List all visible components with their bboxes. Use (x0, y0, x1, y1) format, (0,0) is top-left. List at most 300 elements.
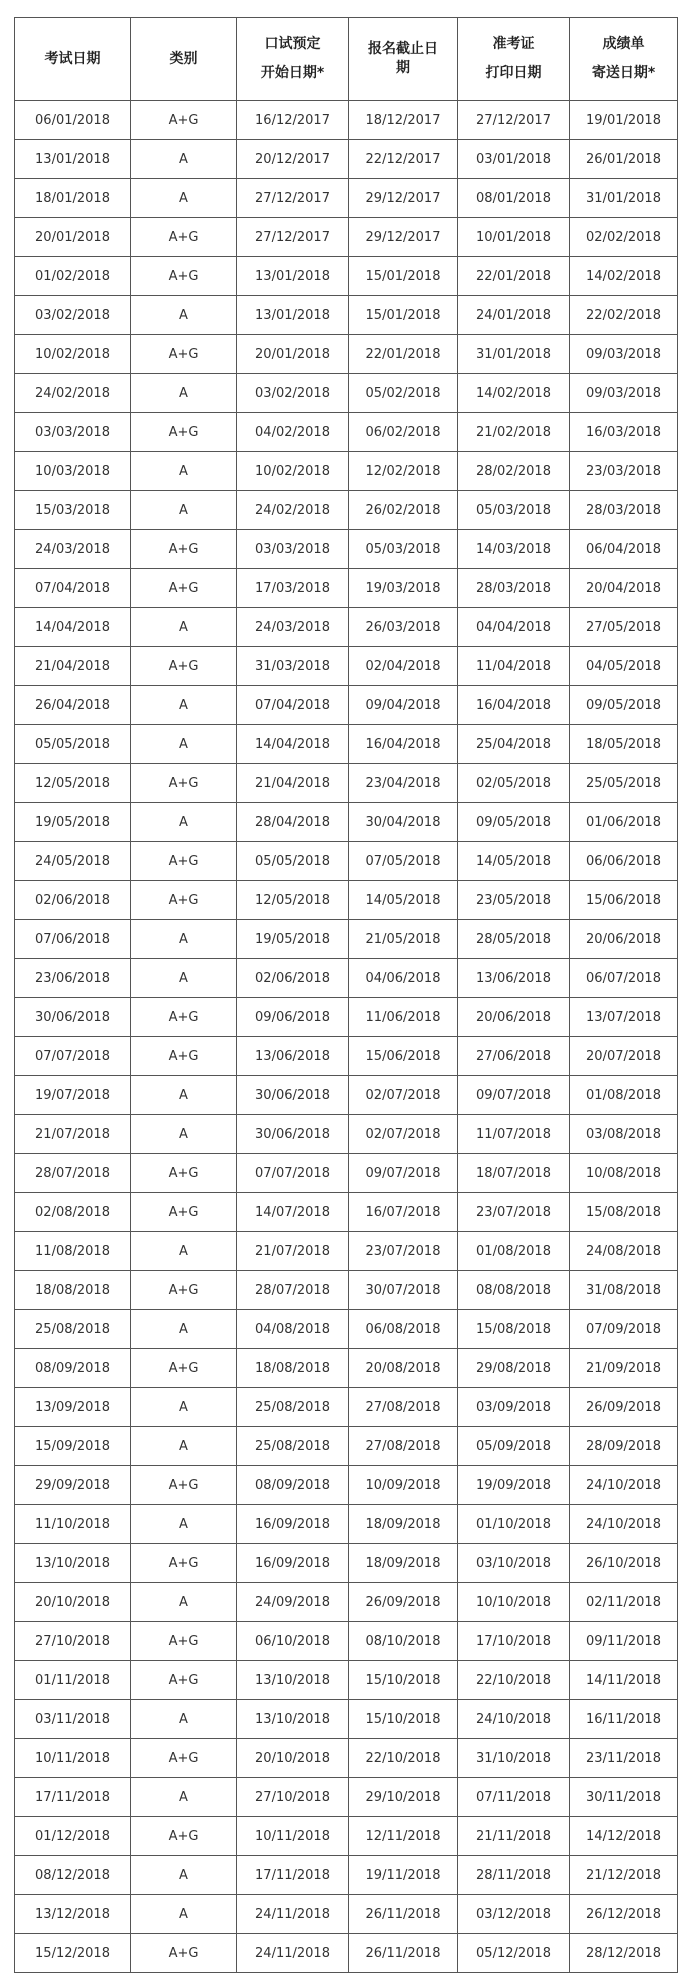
cell-admission-ticket-print-date: 14/03/2018 (458, 530, 570, 569)
cell-exam-date: 07/07/2018 (15, 1037, 131, 1076)
cell-admission-ticket-print-date: 22/10/2018 (458, 1661, 570, 1700)
cell-exam-date: 24/03/2018 (15, 530, 131, 569)
header-score-report-mail-date (570, 18, 678, 101)
table-row (15, 1076, 678, 1115)
cell-score-report-mail-date: 14/11/2018 (570, 1661, 678, 1700)
cell-category: A (131, 1427, 237, 1466)
header-text: 准考证 (492, 36, 535, 52)
cell-admission-ticket-print-date: 28/11/2018 (458, 1856, 570, 1895)
cell-speaking-start-date: 17/11/2018 (237, 1856, 349, 1895)
cell-registration-deadline: 08/10/2018 (349, 1622, 458, 1661)
cell-score-report-mail-date: 27/05/2018 (570, 608, 678, 647)
table-row (15, 1934, 678, 1973)
cell-registration-deadline: 30/07/2018 (349, 1271, 458, 1310)
cell-exam-date: 10/02/2018 (15, 335, 131, 374)
cell-admission-ticket-print-date: 08/01/2018 (458, 179, 570, 218)
cell-speaking-start-date: 27/12/2017 (237, 218, 349, 257)
cell-score-report-mail-date: 25/05/2018 (570, 764, 678, 803)
cell-exam-date: 08/12/2018 (15, 1856, 131, 1895)
cell-exam-date: 17/11/2018 (15, 1778, 131, 1817)
cell-category: A+G (131, 1739, 237, 1778)
cell-score-report-mail-date: 03/08/2018 (570, 1115, 678, 1154)
table-row (15, 920, 678, 959)
table-row (15, 1778, 678, 1817)
table-header (15, 18, 678, 101)
cell-speaking-start-date: 24/11/2018 (237, 1934, 349, 1973)
table-row (15, 1895, 678, 1934)
cell-exam-date: 18/08/2018 (15, 1271, 131, 1310)
cell-exam-date: 07/04/2018 (15, 569, 131, 608)
cell-admission-ticket-print-date: 13/06/2018 (458, 959, 570, 998)
cell-score-report-mail-date: 26/10/2018 (570, 1544, 678, 1583)
cell-exam-date: 24/02/2018 (15, 374, 131, 413)
cell-admission-ticket-print-date: 24/01/2018 (458, 296, 570, 335)
cell-exam-date: 13/09/2018 (15, 1388, 131, 1427)
cell-exam-date: 13/01/2018 (15, 140, 131, 179)
cell-speaking-start-date: 20/12/2017 (237, 140, 349, 179)
header-text: 考试日期 (44, 50, 101, 67)
cell-registration-deadline: 18/12/2017 (349, 101, 458, 140)
cell-score-report-mail-date: 30/11/2018 (570, 1778, 678, 1817)
exam-schedule-table (14, 17, 678, 1973)
cell-exam-date: 10/11/2018 (15, 1739, 131, 1778)
header-exam-date (15, 18, 131, 101)
cell-category: A (131, 1895, 237, 1934)
cell-score-report-mail-date: 07/09/2018 (570, 1310, 678, 1349)
cell-registration-deadline: 07/05/2018 (349, 842, 458, 881)
cell-category: A (131, 140, 237, 179)
cell-admission-ticket-print-date: 22/01/2018 (458, 257, 570, 296)
cell-speaking-start-date: 14/04/2018 (237, 725, 349, 764)
cell-admission-ticket-print-date: 03/10/2018 (458, 1544, 570, 1583)
cell-score-report-mail-date: 02/11/2018 (570, 1583, 678, 1622)
cell-category: A+G (131, 413, 237, 452)
cell-exam-date: 28/07/2018 (15, 1154, 131, 1193)
cell-admission-ticket-print-date: 28/02/2018 (458, 452, 570, 491)
cell-score-report-mail-date: 28/12/2018 (570, 1934, 678, 1973)
cell-speaking-start-date: 05/05/2018 (237, 842, 349, 881)
table-row (15, 725, 678, 764)
cell-score-report-mail-date: 26/09/2018 (570, 1388, 678, 1427)
header-text: 口试预定 (264, 36, 321, 52)
cell-exam-date: 18/01/2018 (15, 179, 131, 218)
cell-speaking-start-date: 21/04/2018 (237, 764, 349, 803)
cell-category: A+G (131, 1271, 237, 1310)
cell-score-report-mail-date: 21/09/2018 (570, 1349, 678, 1388)
cell-speaking-start-date: 02/06/2018 (237, 959, 349, 998)
cell-speaking-start-date: 30/06/2018 (237, 1076, 349, 1115)
cell-registration-deadline: 29/12/2017 (349, 179, 458, 218)
cell-exam-date: 29/09/2018 (15, 1466, 131, 1505)
cell-speaking-start-date: 24/11/2018 (237, 1895, 349, 1934)
cell-score-report-mail-date: 15/06/2018 (570, 881, 678, 920)
cell-registration-deadline: 26/09/2018 (349, 1583, 458, 1622)
cell-registration-deadline: 02/07/2018 (349, 1115, 458, 1154)
cell-registration-deadline: 05/02/2018 (349, 374, 458, 413)
cell-category: A+G (131, 842, 237, 881)
cell-score-report-mail-date: 22/02/2018 (570, 296, 678, 335)
cell-registration-deadline: 06/08/2018 (349, 1310, 458, 1349)
table-row (15, 179, 678, 218)
cell-exam-date: 01/12/2018 (15, 1817, 131, 1856)
cell-score-report-mail-date: 20/04/2018 (570, 569, 678, 608)
cell-score-report-mail-date: 21/12/2018 (570, 1856, 678, 1895)
cell-category: A (131, 920, 237, 959)
table-row (15, 1700, 678, 1739)
cell-category: A+G (131, 1037, 237, 1076)
cell-category: A+G (131, 218, 237, 257)
cell-speaking-start-date: 16/09/2018 (237, 1544, 349, 1583)
cell-admission-ticket-print-date: 19/09/2018 (458, 1466, 570, 1505)
cell-exam-date: 11/10/2018 (15, 1505, 131, 1544)
cell-speaking-start-date: 06/10/2018 (237, 1622, 349, 1661)
cell-admission-ticket-print-date: 11/04/2018 (458, 647, 570, 686)
cell-speaking-start-date: 08/09/2018 (237, 1466, 349, 1505)
cell-admission-ticket-print-date: 18/07/2018 (458, 1154, 570, 1193)
cell-category: A (131, 452, 237, 491)
header-text: 寄送日期* (591, 65, 656, 81)
cell-registration-deadline: 04/06/2018 (349, 959, 458, 998)
table-row (15, 140, 678, 179)
cell-score-report-mail-date: 31/01/2018 (570, 179, 678, 218)
header-text: 报名截止日 (368, 41, 438, 57)
table-row (15, 1232, 678, 1271)
cell-category: A+G (131, 1349, 237, 1388)
header-text: 期 (396, 60, 410, 76)
cell-admission-ticket-print-date: 03/12/2018 (458, 1895, 570, 1934)
cell-admission-ticket-print-date: 27/06/2018 (458, 1037, 570, 1076)
cell-exam-date: 05/05/2018 (15, 725, 131, 764)
cell-admission-ticket-print-date: 14/05/2018 (458, 842, 570, 881)
cell-score-report-mail-date: 14/02/2018 (570, 257, 678, 296)
cell-speaking-start-date: 13/01/2018 (237, 296, 349, 335)
cell-speaking-start-date: 24/03/2018 (237, 608, 349, 647)
cell-category: A (131, 374, 237, 413)
cell-admission-ticket-print-date: 03/09/2018 (458, 1388, 570, 1427)
cell-registration-deadline: 26/11/2018 (349, 1895, 458, 1934)
cell-exam-date: 03/03/2018 (15, 413, 131, 452)
table-row (15, 1037, 678, 1076)
header-row (15, 18, 678, 101)
table-row (15, 803, 678, 842)
cell-category: A+G (131, 530, 237, 569)
cell-registration-deadline: 20/08/2018 (349, 1349, 458, 1388)
cell-score-report-mail-date: 19/01/2018 (570, 101, 678, 140)
cell-exam-date: 03/02/2018 (15, 296, 131, 335)
cell-exam-date: 20/10/2018 (15, 1583, 131, 1622)
cell-category: A (131, 1310, 237, 1349)
cell-category: A+G (131, 1934, 237, 1973)
cell-admission-ticket-print-date: 31/10/2018 (458, 1739, 570, 1778)
cell-registration-deadline: 11/06/2018 (349, 998, 458, 1037)
cell-registration-deadline: 09/04/2018 (349, 686, 458, 725)
cell-score-report-mail-date: 02/02/2018 (570, 218, 678, 257)
cell-admission-ticket-print-date: 05/12/2018 (458, 1934, 570, 1973)
cell-category: A (131, 491, 237, 530)
cell-registration-deadline: 06/02/2018 (349, 413, 458, 452)
cell-exam-date: 21/04/2018 (15, 647, 131, 686)
cell-speaking-start-date: 10/11/2018 (237, 1817, 349, 1856)
cell-speaking-start-date: 31/03/2018 (237, 647, 349, 686)
cell-speaking-start-date: 04/08/2018 (237, 1310, 349, 1349)
table-row (15, 1271, 678, 1310)
cell-registration-deadline: 29/10/2018 (349, 1778, 458, 1817)
cell-category: A+G (131, 1193, 237, 1232)
cell-admission-ticket-print-date: 31/01/2018 (458, 335, 570, 374)
cell-score-report-mail-date: 10/08/2018 (570, 1154, 678, 1193)
cell-admission-ticket-print-date: 02/05/2018 (458, 764, 570, 803)
cell-score-report-mail-date: 09/03/2018 (570, 374, 678, 413)
table-row (15, 374, 678, 413)
cell-speaking-start-date: 12/05/2018 (237, 881, 349, 920)
cell-speaking-start-date: 28/07/2018 (237, 1271, 349, 1310)
cell-admission-ticket-print-date: 01/10/2018 (458, 1505, 570, 1544)
cell-category: A+G (131, 257, 237, 296)
cell-exam-date: 25/08/2018 (15, 1310, 131, 1349)
cell-score-report-mail-date: 06/04/2018 (570, 530, 678, 569)
cell-admission-ticket-print-date: 15/08/2018 (458, 1310, 570, 1349)
cell-registration-deadline: 21/05/2018 (349, 920, 458, 959)
table-row (15, 1817, 678, 1856)
table-row (15, 1622, 678, 1661)
cell-category: A (131, 608, 237, 647)
table-row (15, 452, 678, 491)
cell-score-report-mail-date: 16/03/2018 (570, 413, 678, 452)
cell-speaking-start-date: 10/02/2018 (237, 452, 349, 491)
cell-speaking-start-date: 13/06/2018 (237, 1037, 349, 1076)
cell-registration-deadline: 30/04/2018 (349, 803, 458, 842)
cell-registration-deadline: 12/02/2018 (349, 452, 458, 491)
cell-registration-deadline: 02/04/2018 (349, 647, 458, 686)
table-row (15, 1427, 678, 1466)
table-row (15, 1349, 678, 1388)
cell-admission-ticket-print-date: 27/12/2017 (458, 101, 570, 140)
cell-score-report-mail-date: 20/07/2018 (570, 1037, 678, 1076)
table-body (15, 101, 678, 1973)
cell-category: A (131, 1583, 237, 1622)
cell-score-report-mail-date: 13/07/2018 (570, 998, 678, 1037)
cell-category: A+G (131, 764, 237, 803)
header-text: 类别 (169, 50, 198, 67)
cell-score-report-mail-date: 09/05/2018 (570, 686, 678, 725)
cell-exam-date: 30/06/2018 (15, 998, 131, 1037)
cell-speaking-start-date: 16/12/2017 (237, 101, 349, 140)
cell-exam-date: 07/06/2018 (15, 920, 131, 959)
cell-score-report-mail-date: 01/08/2018 (570, 1076, 678, 1115)
cell-speaking-start-date: 03/02/2018 (237, 374, 349, 413)
cell-score-report-mail-date: 16/11/2018 (570, 1700, 678, 1739)
cell-speaking-start-date: 04/02/2018 (237, 413, 349, 452)
table-row (15, 1739, 678, 1778)
cell-admission-ticket-print-date: 21/02/2018 (458, 413, 570, 452)
header-speaking-start-date (237, 18, 349, 101)
cell-category: A (131, 725, 237, 764)
table-row (15, 569, 678, 608)
cell-category: A+G (131, 569, 237, 608)
cell-score-report-mail-date: 24/08/2018 (570, 1232, 678, 1271)
cell-registration-deadline: 02/07/2018 (349, 1076, 458, 1115)
cell-registration-deadline: 14/05/2018 (349, 881, 458, 920)
cell-exam-date: 19/05/2018 (15, 803, 131, 842)
header-text: 开始日期* (260, 65, 325, 81)
header-category (131, 18, 237, 101)
cell-exam-date: 06/01/2018 (15, 101, 131, 140)
cell-speaking-start-date: 18/08/2018 (237, 1349, 349, 1388)
cell-score-report-mail-date: 14/12/2018 (570, 1817, 678, 1856)
cell-registration-deadline: 26/11/2018 (349, 1934, 458, 1973)
header-admission-ticket-print-date (458, 18, 570, 101)
cell-registration-deadline: 22/01/2018 (349, 335, 458, 374)
cell-speaking-start-date: 25/08/2018 (237, 1427, 349, 1466)
table-row (15, 101, 678, 140)
cell-score-report-mail-date: 24/10/2018 (570, 1505, 678, 1544)
cell-admission-ticket-print-date: 23/07/2018 (458, 1193, 570, 1232)
cell-registration-deadline: 22/12/2017 (349, 140, 458, 179)
table-row (15, 1310, 678, 1349)
table-row (15, 218, 678, 257)
table-row (15, 1466, 678, 1505)
table-row (15, 1856, 678, 1895)
cell-registration-deadline: 12/11/2018 (349, 1817, 458, 1856)
cell-speaking-start-date: 30/06/2018 (237, 1115, 349, 1154)
cell-registration-deadline: 26/02/2018 (349, 491, 458, 530)
cell-speaking-start-date: 28/04/2018 (237, 803, 349, 842)
table-row (15, 257, 678, 296)
cell-category: A+G (131, 1154, 237, 1193)
cell-admission-ticket-print-date: 29/08/2018 (458, 1349, 570, 1388)
cell-admission-ticket-print-date: 20/06/2018 (458, 998, 570, 1037)
header-text: 打印日期 (485, 65, 542, 81)
cell-category: A (131, 1856, 237, 1895)
cell-category: A+G (131, 1466, 237, 1505)
cell-category: A+G (131, 1544, 237, 1583)
cell-speaking-start-date: 20/10/2018 (237, 1739, 349, 1778)
cell-exam-date: 13/10/2018 (15, 1544, 131, 1583)
cell-exam-date: 23/06/2018 (15, 959, 131, 998)
cell-exam-date: 13/12/2018 (15, 1895, 131, 1934)
cell-speaking-start-date: 27/10/2018 (237, 1778, 349, 1817)
table-row (15, 1193, 678, 1232)
cell-category: A (131, 803, 237, 842)
cell-speaking-start-date: 16/09/2018 (237, 1505, 349, 1544)
cell-speaking-start-date: 21/07/2018 (237, 1232, 349, 1271)
cell-category: A (131, 686, 237, 725)
cell-admission-ticket-print-date: 23/05/2018 (458, 881, 570, 920)
cell-registration-deadline: 10/09/2018 (349, 1466, 458, 1505)
cell-registration-deadline: 15/01/2018 (349, 257, 458, 296)
cell-score-report-mail-date: 23/03/2018 (570, 452, 678, 491)
cell-category: A+G (131, 1661, 237, 1700)
cell-speaking-start-date: 07/04/2018 (237, 686, 349, 725)
cell-admission-ticket-print-date: 10/10/2018 (458, 1583, 570, 1622)
cell-category: A (131, 296, 237, 335)
cell-score-report-mail-date: 04/05/2018 (570, 647, 678, 686)
table-row (15, 1661, 678, 1700)
cell-category: A (131, 1076, 237, 1115)
table-row (15, 335, 678, 374)
cell-registration-deadline: 18/09/2018 (349, 1544, 458, 1583)
cell-category: A+G (131, 335, 237, 374)
table-row (15, 1115, 678, 1154)
cell-exam-date: 10/03/2018 (15, 452, 131, 491)
cell-score-report-mail-date: 20/06/2018 (570, 920, 678, 959)
cell-registration-deadline: 27/08/2018 (349, 1427, 458, 1466)
cell-score-report-mail-date: 23/11/2018 (570, 1739, 678, 1778)
cell-registration-deadline: 29/12/2017 (349, 218, 458, 257)
table-row (15, 1583, 678, 1622)
cell-exam-date: 15/09/2018 (15, 1427, 131, 1466)
table-row (15, 1154, 678, 1193)
table-row (15, 881, 678, 920)
table-row (15, 686, 678, 725)
cell-admission-ticket-print-date: 09/07/2018 (458, 1076, 570, 1115)
cell-registration-deadline: 19/03/2018 (349, 569, 458, 608)
cell-category: A (131, 959, 237, 998)
table-row (15, 530, 678, 569)
header-text: 成绩单 (602, 36, 645, 52)
cell-admission-ticket-print-date: 21/11/2018 (458, 1817, 570, 1856)
cell-speaking-start-date: 25/08/2018 (237, 1388, 349, 1427)
cell-registration-deadline: 27/08/2018 (349, 1388, 458, 1427)
cell-registration-deadline: 18/09/2018 (349, 1505, 458, 1544)
cell-category: A+G (131, 1817, 237, 1856)
cell-exam-date: 01/11/2018 (15, 1661, 131, 1700)
cell-category: A (131, 1505, 237, 1544)
cell-admission-ticket-print-date: 05/03/2018 (458, 491, 570, 530)
cell-category: A (131, 1778, 237, 1817)
table-row (15, 1388, 678, 1427)
cell-admission-ticket-print-date: 09/05/2018 (458, 803, 570, 842)
cell-admission-ticket-print-date: 03/01/2018 (458, 140, 570, 179)
cell-score-report-mail-date: 09/11/2018 (570, 1622, 678, 1661)
cell-exam-date: 15/03/2018 (15, 491, 131, 530)
cell-category: A+G (131, 101, 237, 140)
cell-score-report-mail-date: 28/09/2018 (570, 1427, 678, 1466)
cell-speaking-start-date: 17/03/2018 (237, 569, 349, 608)
table-row (15, 647, 678, 686)
cell-registration-deadline: 05/03/2018 (349, 530, 458, 569)
cell-admission-ticket-print-date: 24/10/2018 (458, 1700, 570, 1739)
cell-speaking-start-date: 14/07/2018 (237, 1193, 349, 1232)
table-row (15, 1505, 678, 1544)
cell-exam-date: 02/06/2018 (15, 881, 131, 920)
cell-exam-date: 24/05/2018 (15, 842, 131, 881)
table-row (15, 413, 678, 452)
cell-category: A (131, 1115, 237, 1154)
cell-registration-deadline: 15/10/2018 (349, 1661, 458, 1700)
cell-registration-deadline: 23/04/2018 (349, 764, 458, 803)
cell-category: A (131, 1232, 237, 1271)
cell-registration-deadline: 19/11/2018 (349, 1856, 458, 1895)
cell-exam-date: 26/04/2018 (15, 686, 131, 725)
cell-admission-ticket-print-date: 04/04/2018 (458, 608, 570, 647)
cell-category: A+G (131, 881, 237, 920)
cell-exam-date: 20/01/2018 (15, 218, 131, 257)
table-row (15, 959, 678, 998)
cell-score-report-mail-date: 28/03/2018 (570, 491, 678, 530)
cell-speaking-start-date: 07/07/2018 (237, 1154, 349, 1193)
cell-speaking-start-date: 13/10/2018 (237, 1700, 349, 1739)
cell-admission-ticket-print-date: 11/07/2018 (458, 1115, 570, 1154)
cell-score-report-mail-date: 06/07/2018 (570, 959, 678, 998)
cell-category: A+G (131, 1622, 237, 1661)
cell-speaking-start-date: 20/01/2018 (237, 335, 349, 374)
cell-category: A (131, 179, 237, 218)
cell-speaking-start-date: 27/12/2017 (237, 179, 349, 218)
table-row (15, 998, 678, 1037)
table-row (15, 296, 678, 335)
table-row (15, 491, 678, 530)
